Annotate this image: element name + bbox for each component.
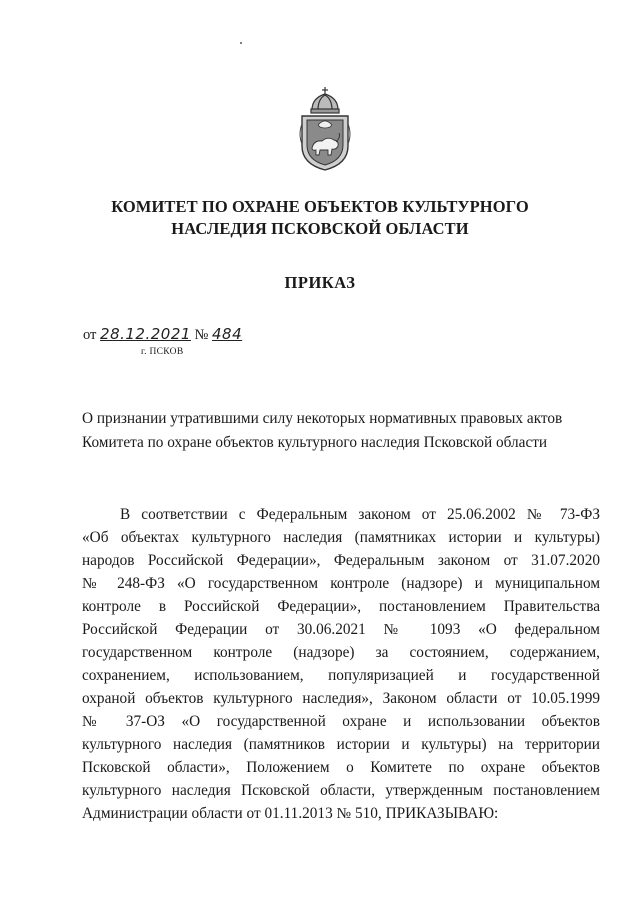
body-line: сохранением, использованием, популяризацией и государственной xyxy=(82,667,600,684)
body-line: культурного наследия (памятников истории и культуры) на территории xyxy=(82,736,600,753)
subject-line1: О признании утратившими силу некоторых нормативных правовых актов xyxy=(82,410,563,427)
body-line: Российской Федерации от 30.06.2021 № 1093 «О федеральном xyxy=(82,621,600,638)
body-line: государственном контроле (надзоре) за состоянием, содержанием, xyxy=(82,644,600,661)
organization-title-line1: КОМИТЕТ ПО ОХРАНЕ ОБЪЕКТОВ КУЛЬТУРНОГО xyxy=(111,197,529,216)
body-line: Псковской области», Положением о Комитете по охране объектов xyxy=(82,759,600,776)
body-line: № 37-ОЗ «О государственной охране и использовании объектов xyxy=(82,713,600,730)
body-line: В соответствии с Федеральным законом от 25.06.2002 № 73-ФЗ xyxy=(120,506,600,523)
subject-line2: Комитета по охране объектов культурного наследия Псковской области xyxy=(82,434,548,451)
order-date: 28.12.2021 xyxy=(100,325,191,343)
organization-title-line2: НАСЛЕДИЯ ПСКОВСКОЙ ОБЛАСТИ xyxy=(171,219,469,238)
body-line: контроле в Российской Федерации», постановлением Правительства xyxy=(82,598,600,615)
number-prefix: № xyxy=(194,327,209,343)
body-line: народов Российской Федерации», Федеральным законом от 31.07.2020 xyxy=(82,552,600,569)
pskov-coat-of-arms-icon xyxy=(298,84,352,172)
document-type: ПРИКАЗ xyxy=(284,273,356,292)
order-number: 484 xyxy=(212,325,243,343)
city-label: г. ПСКОВ xyxy=(141,347,184,357)
order-body xyxy=(82,503,600,825)
body-line: культурного наследия Псковской области, утвержденным постановлением xyxy=(82,782,600,799)
body-line: Администрации области от 01.11.2013 № 510, ПРИКАЗЫВАЮ: xyxy=(82,805,499,822)
order-subject xyxy=(82,407,562,455)
speck xyxy=(240,42,242,44)
order-date-number xyxy=(83,325,242,344)
date-prefix: от xyxy=(83,327,97,343)
body-line: № 248-ФЗ «О государственном контроле (надзоре) и муниципальном xyxy=(82,575,600,592)
body-line: «Об объектах культурного наследия (памятниках истории и культуры) xyxy=(82,529,600,546)
body-line: охраной объектов культурного наследия», Законом области от 10.05.1999 xyxy=(82,690,600,707)
organization-title xyxy=(80,196,560,240)
